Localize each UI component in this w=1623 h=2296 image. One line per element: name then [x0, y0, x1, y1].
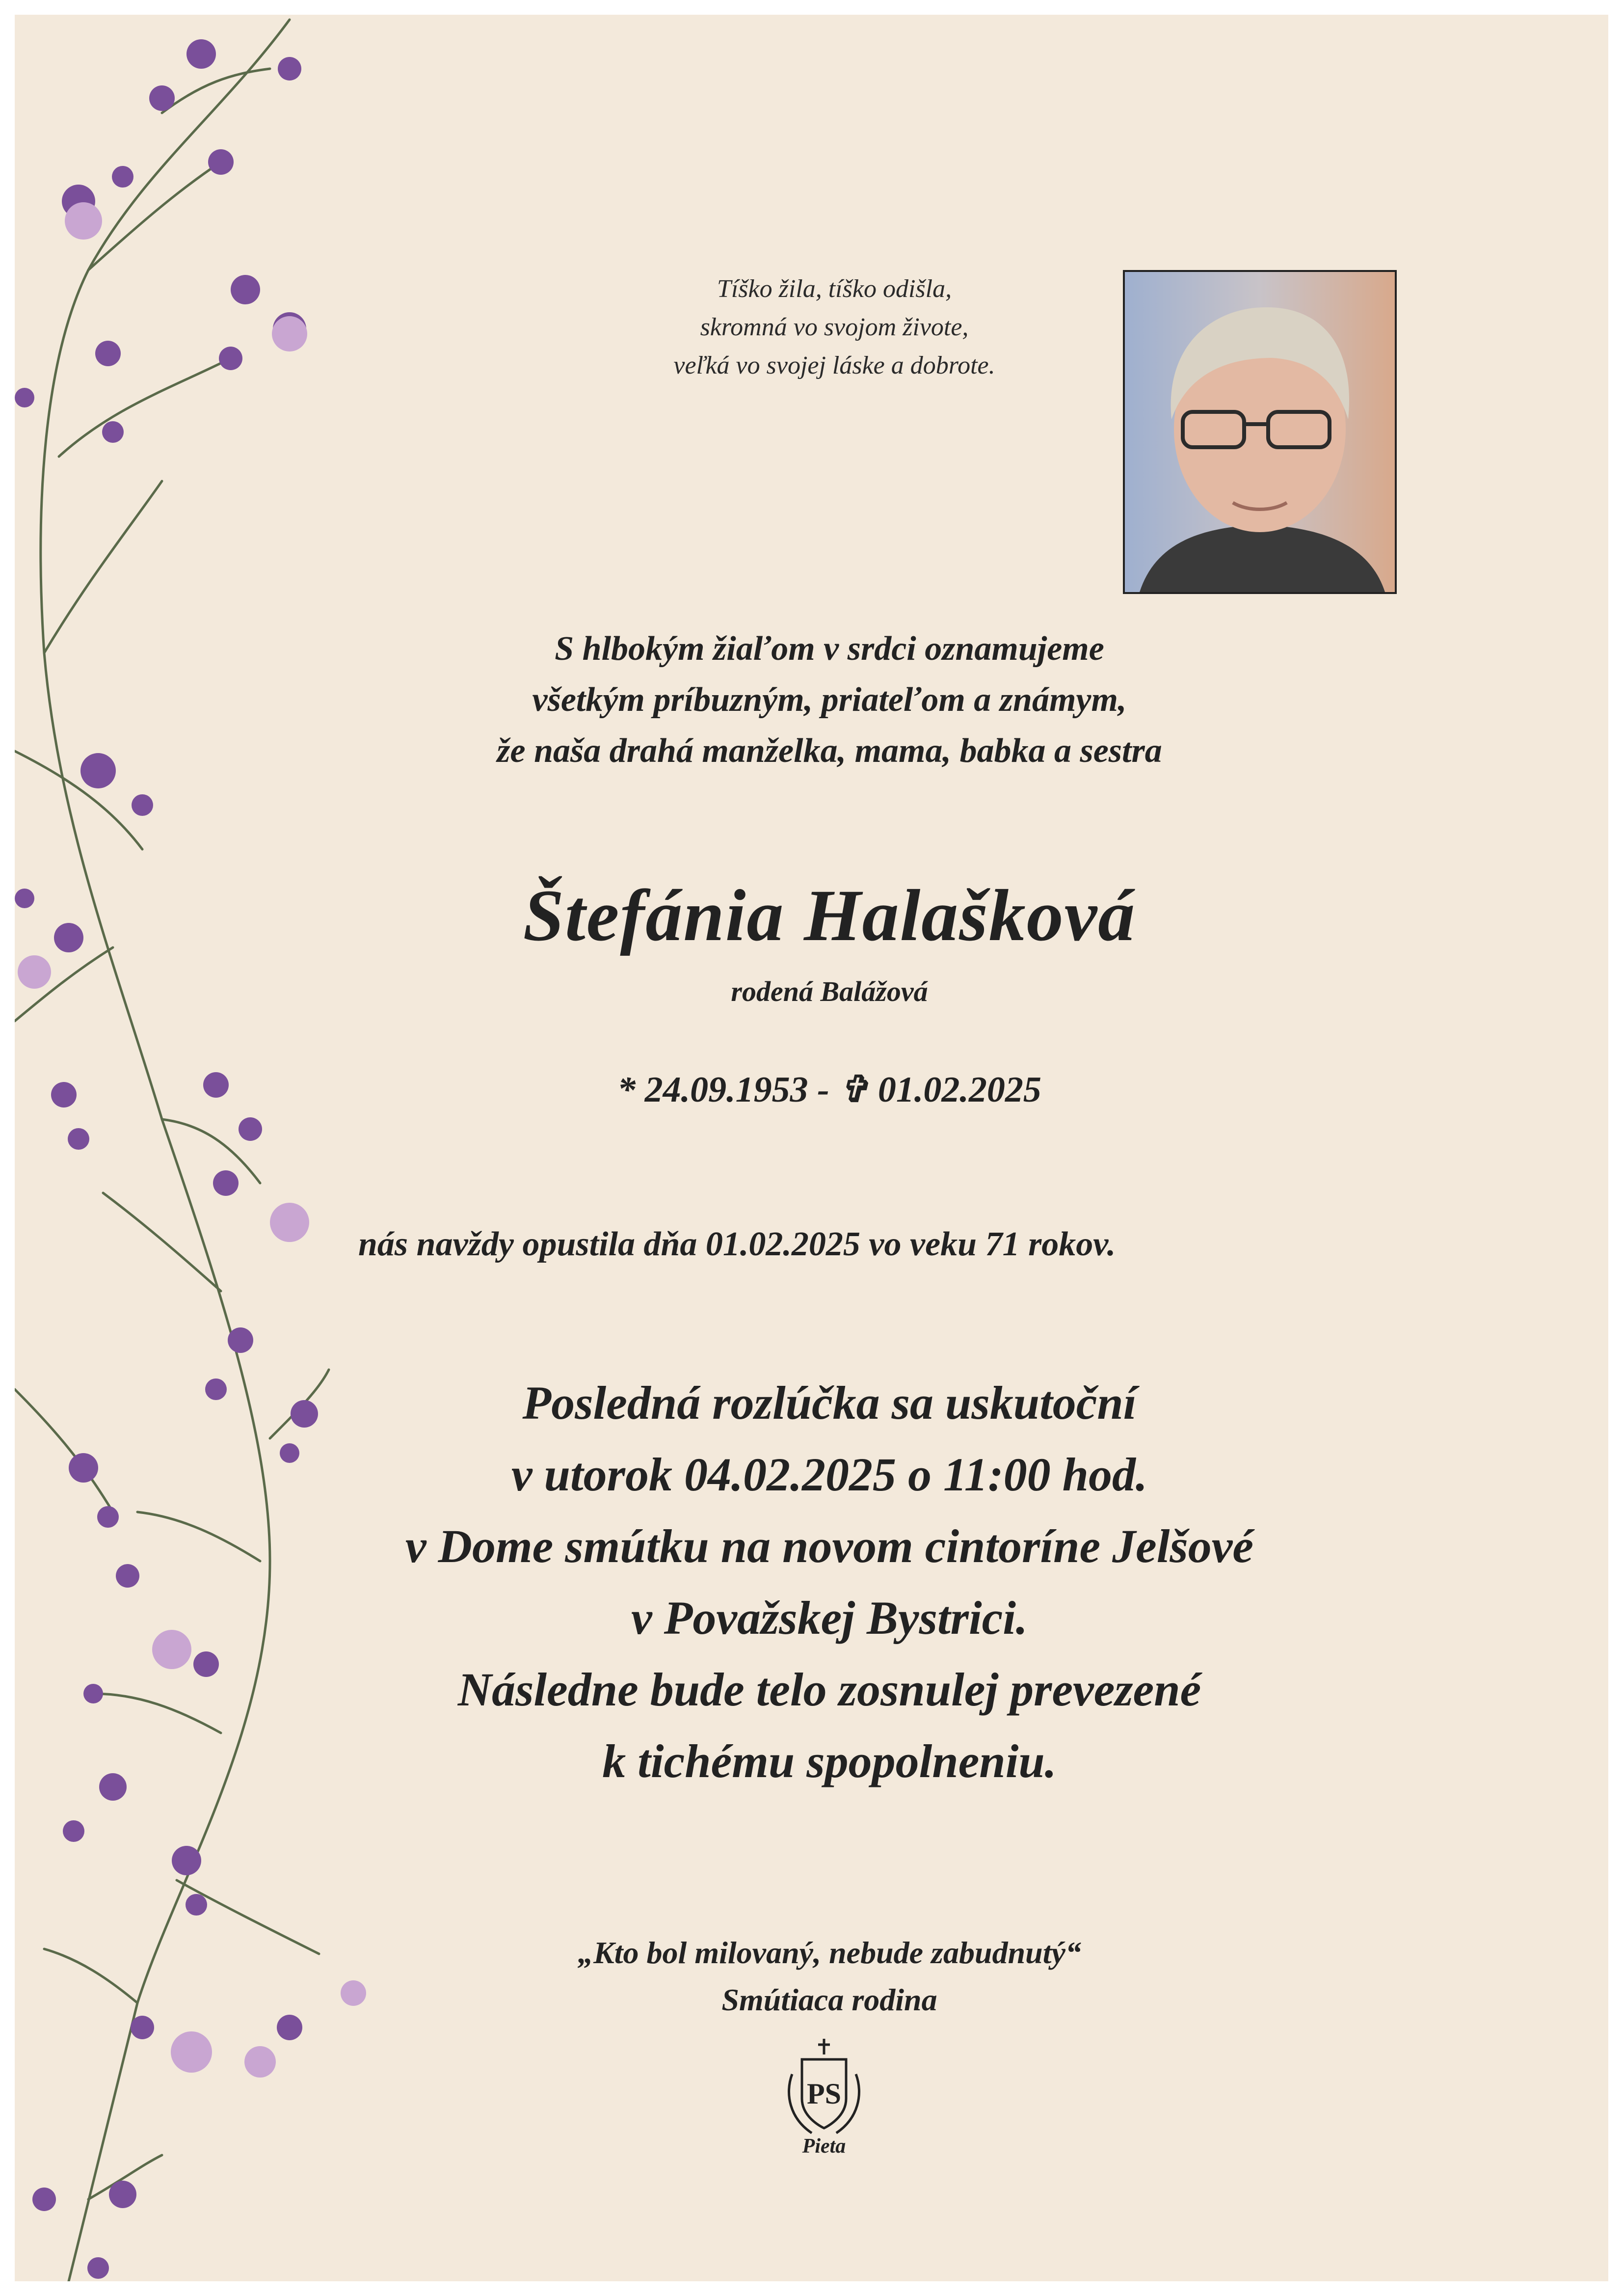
funeral-line: v utorok 04.02.2025 o 11:00 hod. [511, 1448, 1148, 1501]
funeral-details [177, 1367, 1482, 1797]
passing-statement: nás navždy opustila dňa 01.02.2025 vo veku 71 rokov. [358, 1225, 1116, 1263]
logo-monogram: PS [806, 2078, 842, 2110]
intro-line: že naša drahá manželka, mama, babka a sestra [497, 732, 1162, 770]
poem-text [515, 270, 1153, 385]
funeral-line: v Dome smútku na novom cintoríne Jelšové [405, 1520, 1253, 1572]
intro-line: všetkým príbuzným, priateľom a známym, [532, 681, 1127, 719]
deceased-portrait-photo [1123, 270, 1397, 594]
closing-motto [177, 1929, 1482, 2024]
motto-quote: „Kto bol milovaný, nebude zabudnutý“ [578, 1935, 1081, 1970]
funeral-line: Posledná rozlúčka sa uskutoční [522, 1377, 1137, 1429]
cross-icon: ✞ [838, 1070, 869, 1110]
pieta-logo [777, 2035, 871, 2148]
funeral-line: k tichému spopolneniu. [602, 1735, 1057, 1787]
funeral-line: v Považskej Bystrici. [631, 1592, 1028, 1644]
life-dates [177, 1065, 1482, 1114]
death-date: 01.02.2025 [878, 1070, 1041, 1110]
obituary-sheet [15, 15, 1608, 2281]
logo-name: Pieta [802, 2135, 846, 2158]
funeral-line: Následne bude telo zosnulej prevezené [457, 1663, 1201, 1716]
announcement-intro [177, 623, 1482, 777]
maiden-name: rodená Balážová [731, 975, 928, 1007]
deceased-name: Štefánia Halašková [523, 875, 1136, 956]
family-signature: Smútiaca rodina [721, 1982, 937, 2017]
poem-line: Tíško žila, tíško odišla, [717, 275, 952, 303]
poem-line: skromná vo svojom živote, [700, 313, 969, 341]
poem-line: veľká vo svojej láske a dobrote. [673, 351, 995, 379]
intro-line: S hlbokým žiaľom v srdci oznamujeme [555, 630, 1104, 668]
birth-date: * 24.09.1953 - [617, 1070, 829, 1110]
